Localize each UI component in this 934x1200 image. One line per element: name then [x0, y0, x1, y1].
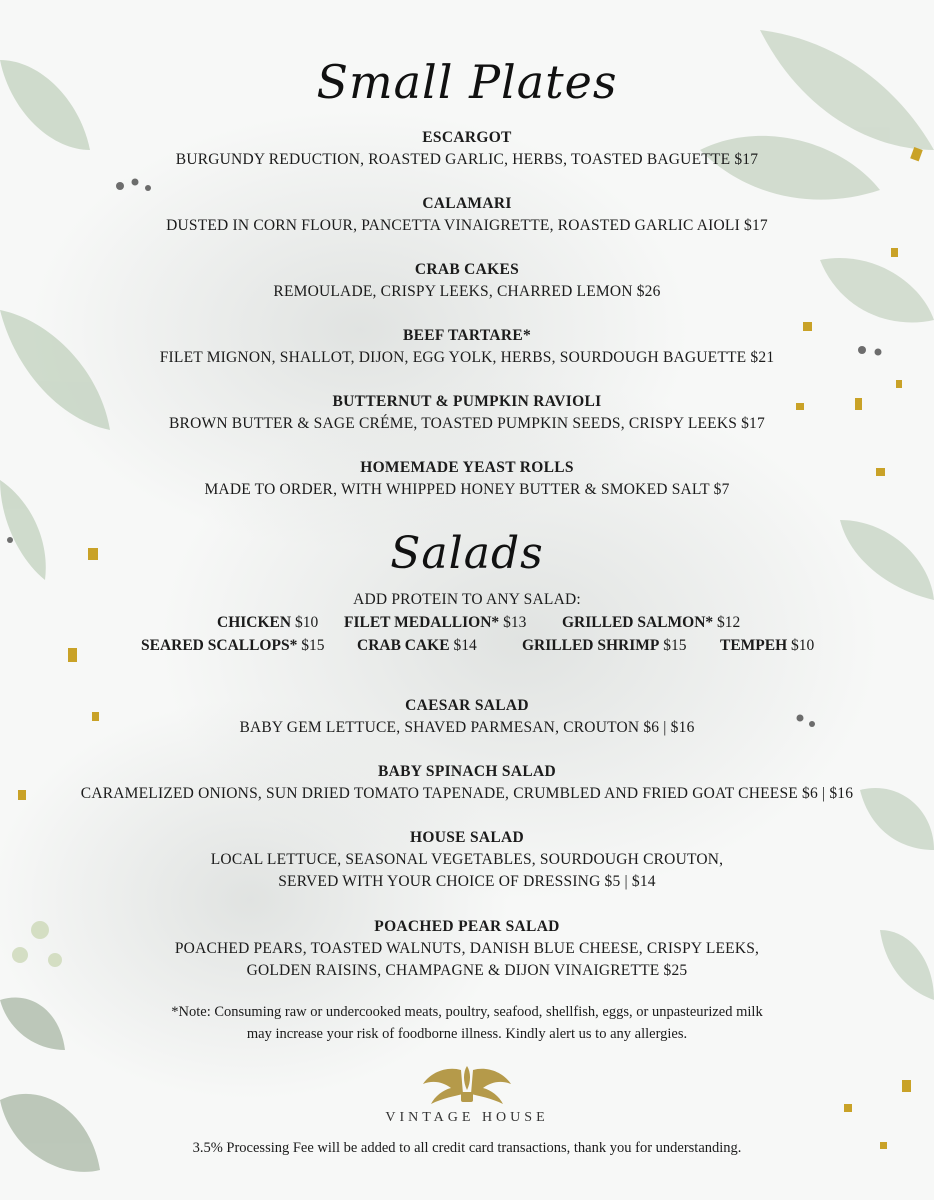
desc-line: CARAMELIZED ONIONS, SUN DRIED TOMATO TAPENADE, CRUMBLED AND FRIED GOAT CHEESE $6 | $16	[80, 785, 854, 802]
menu-item-caesar-salad	[0, 695, 934, 739]
menu-item-crab-cakes	[0, 259, 934, 303]
protein-price: $10	[294, 614, 319, 631]
protein-option	[344, 611, 526, 634]
item-description	[0, 938, 934, 982]
protein-name: GRILLED SHRIMP	[522, 637, 660, 654]
desc-line: BABY GEM LETTUCE, SHAVED PARMESAN, CROUTON $6 | $16	[239, 719, 695, 736]
item-name: CAESAR SALAD	[405, 697, 529, 714]
protein-name: CRAB CAKE	[357, 637, 450, 654]
desc-line: REMOULADE, CRISPY LEEKS, CHARRED LEMON $26	[273, 283, 661, 300]
item-name: POACHED PEAR SALAD	[374, 918, 560, 935]
item-description	[0, 215, 934, 237]
item-description	[0, 413, 934, 435]
protein-name: CHICKEN	[217, 614, 292, 631]
menu-item-yeast-rolls	[0, 457, 934, 501]
item-name: ESCARGOT	[422, 129, 512, 146]
item-description	[0, 347, 934, 369]
menu-item-house-salad	[0, 827, 934, 893]
protein-price: $15	[663, 637, 687, 654]
vintage-house-logo	[417, 1062, 517, 1108]
protein-option	[522, 634, 687, 657]
protein-name: TEMPEH	[720, 637, 788, 654]
item-description	[0, 479, 934, 501]
item-name: CALAMARI	[422, 195, 512, 212]
protein-option	[357, 634, 477, 657]
small-plates-title: Small Plates	[316, 55, 618, 109]
desc-line: SERVED WITH YOUR CHOICE OF DRESSING $5 | $14	[278, 873, 656, 890]
protein-option	[217, 611, 318, 634]
protein-price: $13	[503, 614, 527, 631]
item-description	[0, 783, 934, 805]
desc-line: BURGUNDY REDUCTION, ROASTED GARLIC, HERBS, TOASTED BAGUETTE $17	[175, 151, 759, 168]
salads-title: Salads	[390, 528, 544, 579]
item-description	[0, 717, 934, 739]
desc-line: FILET MIGNON, SHALLOT, DIJON, EGG YOLK, HERBS, SOURDOUGH BAGUETTE $21	[159, 349, 775, 366]
desc-line: DUSTED IN CORN FLOUR, PANCETTA VINAIGRETTE, ROASTED GARLIC AIOLI $17	[166, 217, 768, 234]
item-description	[0, 281, 934, 303]
note-line: *Note: Consuming raw or undercooked meats, poultry, seafood, shellfish, eggs, or unpasteurized milk	[171, 1004, 763, 1020]
protein-option	[720, 634, 814, 657]
item-name: BUTTERNUT & PUMPKIN RAVIOLI	[332, 393, 602, 410]
menu-item-ravioli	[0, 391, 934, 435]
protein-option	[141, 634, 324, 657]
menu-item-calamari	[0, 193, 934, 237]
item-name: CRAB CAKES	[414, 261, 520, 278]
item-name: HOMEMADE YEAST ROLLS	[360, 459, 574, 476]
menu-item-beef-tartare	[0, 325, 934, 369]
item-description	[0, 849, 934, 893]
item-name: HOUSE SALAD	[410, 829, 524, 846]
brand-name: VINTAGE HOUSE	[385, 1110, 549, 1125]
food-safety-note	[0, 1001, 934, 1045]
item-name: BEEF TARTARE*	[402, 327, 532, 344]
menu-item-escargot	[0, 127, 934, 171]
protein-price: $14	[453, 637, 477, 654]
protein-price: $15	[301, 637, 325, 654]
processing-fee-notice: 3.5% Processing Fee will be added to all credit card transactions, thank you for understanding.	[192, 1140, 742, 1156]
note-line: may increase your risk of foodborne illness. Kindly alert us to any allergies.	[246, 1026, 688, 1042]
protein-intro: ADD PROTEIN TO ANY SALAD:	[353, 591, 581, 608]
protein-option	[562, 611, 740, 634]
protein-price: $10	[791, 637, 815, 654]
desc-line: GOLDEN RAISINS, CHAMPAGNE & DIJON VINAIGRETTE $25	[246, 962, 688, 979]
item-name: BABY SPINACH SALAD	[378, 763, 556, 780]
desc-line: BROWN BUTTER & SAGE CRÉME, TOASTED PUMPKIN SEEDS, CRISPY LEEKS $17	[169, 415, 765, 432]
menu-item-poached-pear-salad	[0, 916, 934, 982]
protein-name: FILET MEDALLION*	[344, 614, 500, 631]
protein-name: GRILLED SALMON*	[562, 614, 714, 631]
menu-item-baby-spinach-salad	[0, 761, 934, 805]
desc-line: LOCAL LETTUCE, SEASONAL VEGETABLES, SOURDOUGH CROUTON,	[210, 851, 724, 868]
desc-line: POACHED PEARS, TOASTED WALNUTS, DANISH BLUE CHEESE, CRISPY LEEKS,	[174, 940, 760, 957]
protein-price: $12	[717, 614, 741, 631]
protein-name: SEARED SCALLOPS*	[141, 637, 298, 654]
item-description	[0, 149, 934, 171]
desc-line: MADE TO ORDER, WITH WHIPPED HONEY BUTTER & SMOKED SALT $7	[204, 481, 730, 498]
